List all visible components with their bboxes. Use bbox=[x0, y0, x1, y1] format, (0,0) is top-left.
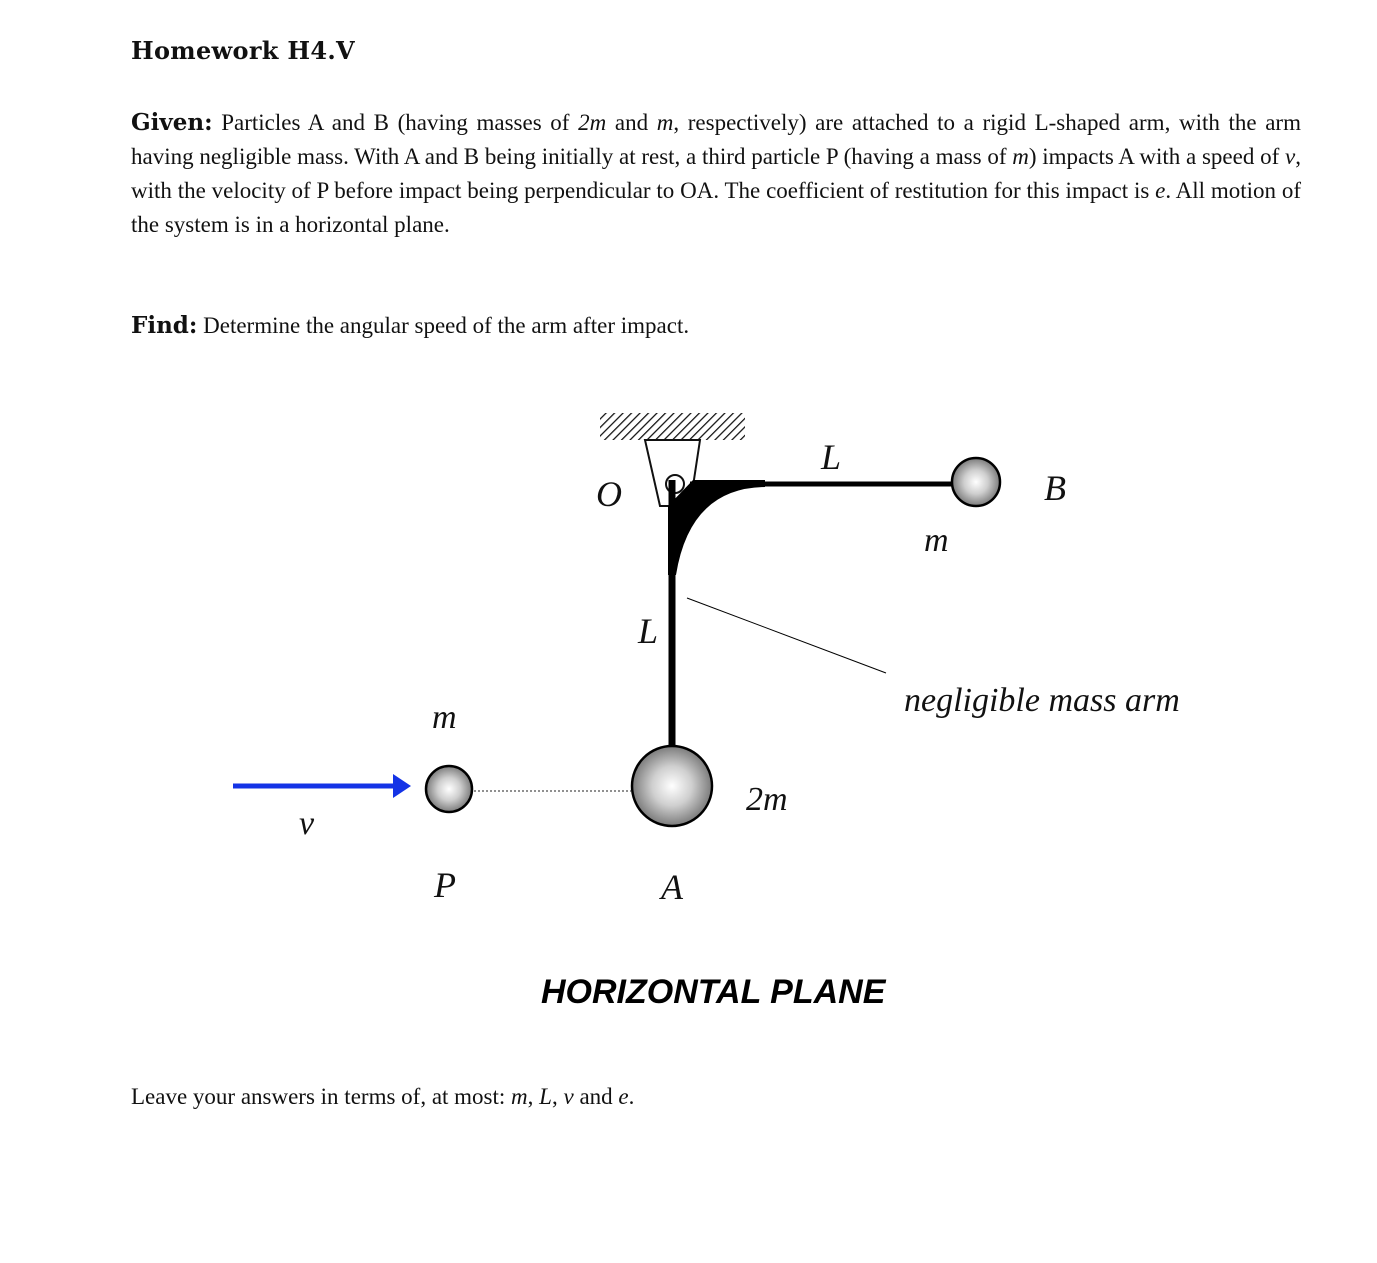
restitution-symbol: e bbox=[1155, 178, 1166, 203]
arm-note-label: negligible mass arm bbox=[904, 682, 1180, 719]
footer-instructions bbox=[131, 1080, 1031, 1114]
footer-var-e: e bbox=[618, 1084, 629, 1109]
given-text-2: and bbox=[606, 110, 657, 135]
given-label: Given: bbox=[131, 109, 213, 136]
label-2m: 2m bbox=[746, 781, 788, 818]
label-o: O bbox=[596, 474, 622, 514]
particle-b bbox=[952, 458, 1000, 506]
given-text-5: , with the velocity of P before impact being perpendicular to OA. The coefficient of restitution for this impact is bbox=[131, 144, 1301, 203]
footer-sep-3: and bbox=[573, 1084, 619, 1109]
label-a: A bbox=[661, 867, 683, 907]
footer-sep-2: , bbox=[551, 1084, 564, 1109]
mass-a-symbol: 2m bbox=[578, 110, 607, 135]
arm-corner-fillet bbox=[668, 480, 765, 575]
label-l-top: L bbox=[821, 437, 842, 477]
label-b: B bbox=[1044, 468, 1066, 508]
given-text-3: , respectively) are attached to a rigid L-shaped arm, with the arm having negligible mass. With A and B being initially at rest, a third particle P (having a mass of bbox=[131, 110, 1301, 169]
mass-b-symbol: m bbox=[656, 110, 674, 135]
velocity-arrow-head bbox=[393, 774, 411, 798]
horizontal-plane-label: HORIZONTAL PLANE bbox=[541, 973, 886, 1011]
label-l-side: L bbox=[638, 611, 659, 651]
speed-symbol: v bbox=[1285, 144, 1296, 169]
footer-var-l: L bbox=[539, 1084, 552, 1109]
find-label: Find: bbox=[131, 312, 198, 339]
footer-end: . bbox=[628, 1084, 635, 1109]
footer-sep-1: , bbox=[527, 1084, 540, 1109]
mass-p-symbol: m bbox=[1012, 144, 1029, 169]
find-text: Determine the angular speed of the arm after impact. bbox=[197, 313, 690, 338]
label-v: v bbox=[299, 805, 315, 842]
footer-text: Leave your answers in terms of, at most: bbox=[131, 1084, 512, 1109]
label-m-b: m bbox=[924, 522, 949, 559]
page-title: Homework H4.V bbox=[131, 36, 355, 65]
label-p: P bbox=[434, 865, 456, 905]
given-text-6: . All motion of the system is in a horizontal plane. bbox=[131, 178, 1302, 237]
particle-p bbox=[426, 766, 472, 812]
ground-hatch bbox=[600, 413, 745, 440]
footer-var-v: v bbox=[563, 1084, 574, 1109]
given-text-4: ) impacts A with a speed of bbox=[1028, 144, 1286, 169]
label-m-p: m bbox=[432, 699, 457, 736]
footer-var-m: m bbox=[511, 1084, 528, 1109]
given-text-1: Particles A and B (having masses of bbox=[212, 110, 579, 135]
particle-a bbox=[632, 746, 712, 826]
arm-note-leader bbox=[687, 598, 886, 673]
